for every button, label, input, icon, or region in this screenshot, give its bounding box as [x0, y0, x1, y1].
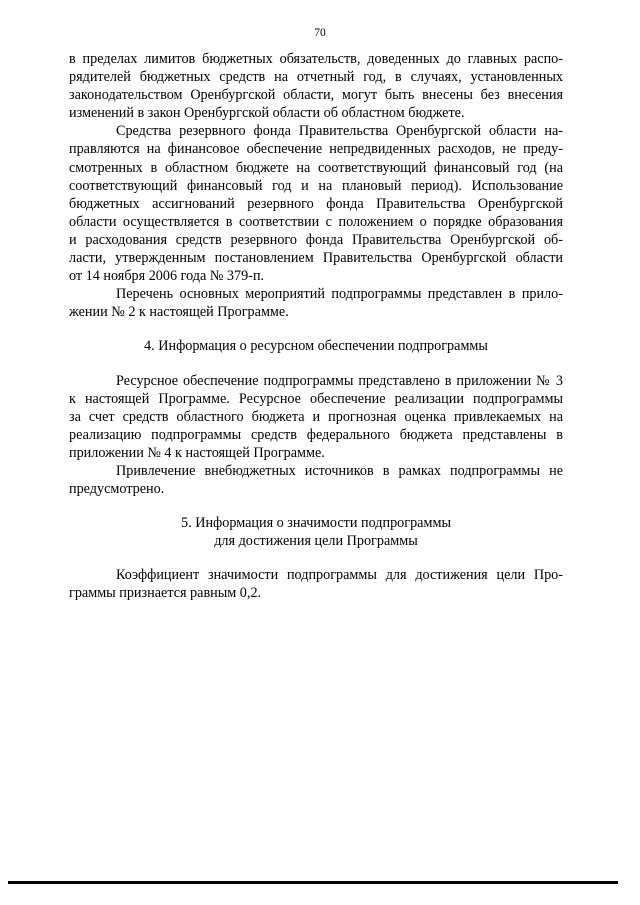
text-line: изменений в закон Оренбургской области об областном бюджете. — [69, 105, 465, 122]
text-line: Перечень основных мероприятий подпрограммы представлен в прило- — [116, 286, 563, 303]
text-line: от 14 ноября 2006 года № 379-п. — [69, 268, 265, 285]
text-line: правляются на финансовое обеспечение непредвиденных расходов, не преду- — [69, 141, 563, 158]
paragraph-activities-list — [69, 285, 563, 321]
text-line: приложении № 4 к настоящей Программе. — [69, 444, 325, 461]
text-line: Коэффициент значимости подпрограммы для достижения цели Про- — [116, 567, 563, 584]
text-line: к настоящей Программе. Ресурсное обеспечение реализации подпрограммы — [69, 390, 563, 407]
bottom-rule — [8, 881, 618, 884]
text-line: и расходования средств резервного фонда Правительства Оренбургской об- — [69, 231, 563, 248]
text-line: Привлечение внебюджетных источников в рамках подпрограммы не — [116, 462, 563, 479]
heading-line: 4. Информация о ресурсном обеспечении подпрограммы — [144, 338, 488, 355]
text-line: соответствующий финансовый год и на плановый период). Использование — [69, 177, 563, 194]
text-line: смотренных в областном бюджете на соответствующий финансовый год (на — [69, 159, 563, 176]
text-line: предусмотрено. — [69, 481, 165, 498]
paragraph-resource-provision — [69, 372, 563, 462]
document-body — [69, 50, 563, 603]
paragraph-extrabudgetary — [69, 462, 563, 498]
text-line: Ресурсное обеспечение подпрограммы представлено в приложении № 3 — [116, 372, 563, 389]
paragraph-reserve-fund — [69, 122, 563, 285]
heading-line: 5. Информация о значимости подпрограммы — [181, 515, 451, 532]
text-line: граммы признается равным 0,2. — [69, 585, 262, 602]
text-line: рядителей бюджетных средств на отчетный год, в случаях, установленных — [69, 69, 563, 86]
text-line: бюджетных ассигнований резервного фонда Правительства Оренбургской — [69, 195, 563, 212]
text-line: Средства резервного фонда Правительства Оренбургской области на- — [116, 123, 563, 140]
text-line: жении № 2 к настоящей Программе. — [69, 304, 289, 321]
text-line: законодательством Оренбургской области, могут быть внесены без внесения — [69, 87, 563, 104]
paragraph-significance-coefficient — [69, 566, 563, 602]
section-heading-5 — [69, 514, 563, 550]
text-line: реализацию подпрограммы средств федерального бюджета представлены в — [69, 426, 563, 443]
section-heading-4 — [69, 337, 563, 355]
text-line: в пределах лимитов бюджетных обязательств, доведенных до главных распо- — [69, 51, 563, 67]
paragraph-budget-changes — [69, 50, 563, 122]
page-number: 70 — [314, 27, 326, 39]
text-line: ласти, утвержденным постановлением Правительства Оренбургской области — [69, 250, 563, 267]
heading-line: для достижения цели Программы — [214, 533, 418, 550]
text-line: области осуществляется в соответствии с положением о порядке образования — [69, 213, 563, 230]
text-line: за счет средств областного бюджета и прогнозная оценка привлекаемых на — [69, 408, 563, 425]
